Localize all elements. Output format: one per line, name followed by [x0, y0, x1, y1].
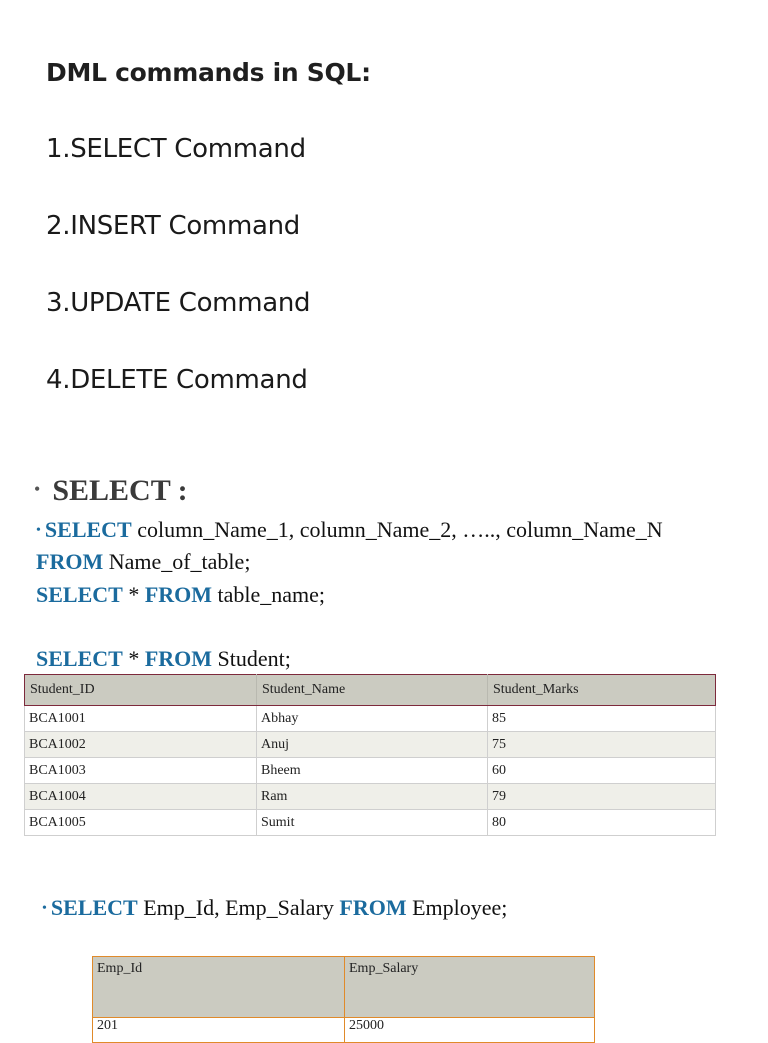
table-cell: BCA1004	[25, 784, 257, 810]
sql-text: Student;	[212, 646, 291, 671]
sql-text: Employee;	[406, 895, 508, 920]
table-row	[25, 706, 716, 732]
sql-keyword: SELECT	[44, 517, 132, 542]
sql-text: Name_of_table;	[103, 549, 251, 574]
table-cell: BCA1001	[25, 706, 257, 732]
select-syntax-line-2	[36, 549, 250, 575]
example-query-student	[36, 646, 291, 672]
sql-keyword: FROM	[144, 582, 213, 607]
sql-text: *	[122, 582, 145, 607]
table-cell: 80	[488, 810, 716, 836]
table-cell: BCA1005	[25, 810, 257, 836]
bullet-icon: •	[34, 479, 41, 499]
table-header-row	[25, 675, 716, 706]
table-cell: 25000	[345, 1018, 595, 1043]
table-cell: 85	[488, 706, 716, 732]
bullet-icon: •	[36, 523, 41, 538]
command-item-update: 3.UPDATE Command	[46, 288, 311, 318]
column-header: Student_ID	[25, 675, 257, 706]
column-header: Emp_Id	[93, 957, 345, 1018]
table-header-row	[93, 957, 595, 1018]
select-section-title	[34, 474, 188, 508]
table-row	[25, 758, 716, 784]
table-row	[25, 810, 716, 836]
table-row	[25, 732, 716, 758]
select-syntax-line-1	[36, 517, 663, 543]
table-cell: 75	[488, 732, 716, 758]
table-cell: Abhay	[257, 706, 488, 732]
sql-keyword: FROM	[36, 549, 104, 574]
sql-keyword: SELECT	[36, 646, 123, 671]
column-header: Student_Name	[257, 675, 488, 706]
sql-text: Emp_Id, Emp_Salary	[137, 895, 340, 920]
sql-keyword: FROM	[144, 646, 213, 671]
column-header: Student_Marks	[488, 675, 716, 706]
table-cell: 60	[488, 758, 716, 784]
page-heading: DML commands in SQL:	[46, 58, 371, 87]
example-query-employee	[42, 895, 507, 921]
sql-text: column_Name_1, column_Name_2, ….., column_Name_N	[131, 517, 663, 542]
sql-keyword: FROM	[339, 895, 407, 920]
student-table	[24, 674, 716, 836]
table-cell: BCA1003	[25, 758, 257, 784]
table-cell: 79	[488, 784, 716, 810]
table-cell: 201	[93, 1018, 345, 1043]
table-cell: Sumit	[257, 810, 488, 836]
bullet-icon: •	[42, 901, 47, 916]
select-title-text: SELECT :	[52, 474, 188, 507]
employee-table	[92, 956, 595, 1043]
column-header: Emp_Salary	[345, 957, 595, 1018]
table-cell: Anuj	[257, 732, 488, 758]
sql-keyword: SELECT	[50, 895, 138, 920]
select-syntax-line-3	[36, 582, 325, 608]
table-cell: Ram	[257, 784, 488, 810]
command-item-insert: 2.INSERT Command	[46, 211, 301, 241]
table-cell: Bheem	[257, 758, 488, 784]
sql-text: table_name;	[212, 582, 326, 607]
sql-text: *	[122, 646, 145, 671]
sql-keyword: SELECT	[36, 582, 123, 607]
command-item-delete: 4.DELETE Command	[46, 365, 308, 395]
command-item-select: 1.SELECT Command	[46, 134, 306, 164]
table-row	[25, 784, 716, 810]
table-row	[93, 1018, 595, 1043]
table-cell: BCA1002	[25, 732, 257, 758]
